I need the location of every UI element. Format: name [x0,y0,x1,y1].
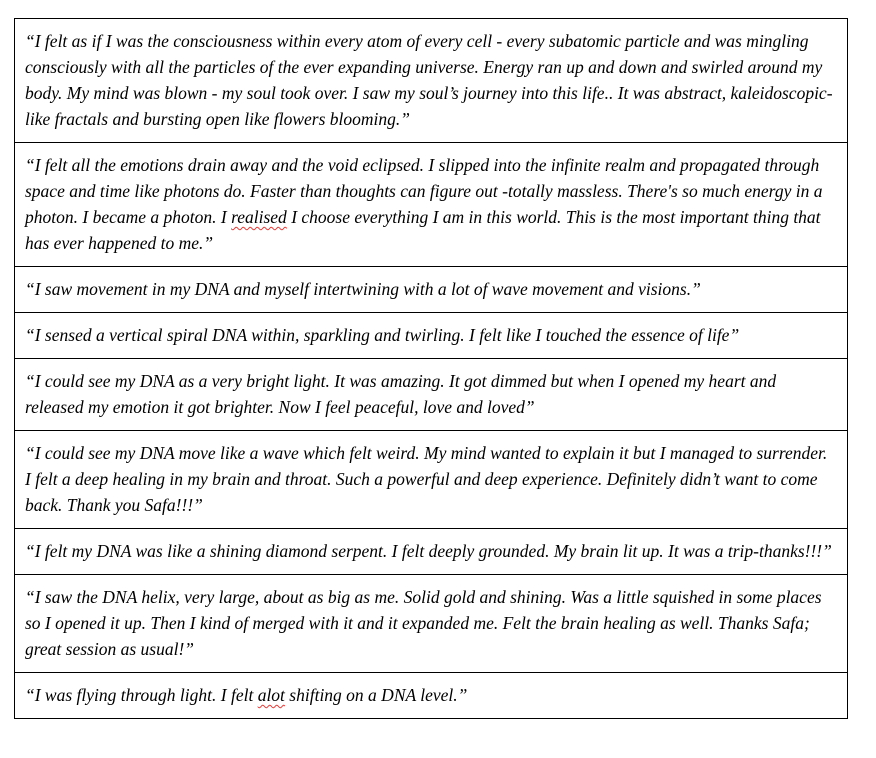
testimonial-cell [15,19,848,143]
table-row [15,19,848,143]
table-row [15,431,848,529]
misspelled-word[interactable]: alot [257,685,285,705]
table-row [15,575,848,673]
testimonial-cell [15,529,848,575]
testimonial-text: “I felt all the emotions drain away and the void eclipsed. I slipped into the infinite realm and propagated through space and time like photons do. Faster than thoughts can figure out -totally massless. There's so much energy in a photon. I became a photon. I [25,155,823,227]
table-row [15,359,848,431]
table-row [15,673,848,719]
testimonial-cell [15,267,848,313]
testimonial-text: “I saw the DNA helix, very large, about as big as me. Solid gold and shining. Was a little squished in some places so I opened it up. Then I kind of merged with it and it expanded me. Felt the brain healing as well. Thanks Safa; great session as usual!” [25,587,822,659]
testimonials-table [14,18,848,719]
table-row [15,313,848,359]
testimonial-text: shifting on a DNA level.” [284,685,468,705]
testimonial-text: “I sensed a vertical spiral DNA within, sparkling and twirling. I felt like I touched the essence of life” [25,325,740,345]
testimonial-cell [15,673,848,719]
testimonial-cell [15,431,848,529]
testimonial-text: “I felt my DNA was like a shining diamond serpent. I felt deeply grounded. My brain lit up. It was a trip-thanks!!!” [25,541,832,561]
testimonial-cell [15,359,848,431]
testimonial-cell [15,143,848,267]
testimonial-cell [15,575,848,673]
testimonial-text: “I could see my DNA as a very bright light. It was amazing. It got dimmed but when I opened my heart and released my emotion it got brighter. Now I feel peaceful, love and loved” [25,371,777,417]
testimonial-text: “I felt as if I was the consciousness within every atom of every cell - every subatomic particle and was mingling consciously with all the particles of the ever expanding universe. Energy ran up and down and swirled around my body. My mind was blown - my soul took over. I saw my soul’s journey into this life.. It was abstract, kaleidoscopic- like fractals and bursting open like flowers blooming.” [25,31,833,129]
misspelled-word[interactable]: realised [231,207,287,227]
testimonial-text: “I could see my DNA move like a wave which felt weird. My mind wanted to explain it but I managed to surrender. I felt a deep healing in my brain and throat. Such a powerful and deep experience. Definitely didn’t want to come back. Thank you Safa!!!” [25,443,828,515]
testimonial-text: I choose everything I am in this world. This is the most important thing that has ever happened to me.” [25,207,821,253]
table-row [15,529,848,575]
testimonial-text: “I was flying through light. I felt [25,685,258,705]
table-row [15,143,848,267]
testimonial-cell [15,313,848,359]
table-row [15,267,848,313]
testimonial-text: “I saw movement in my DNA and myself intertwining with a lot of wave movement and visions.” [25,279,701,299]
